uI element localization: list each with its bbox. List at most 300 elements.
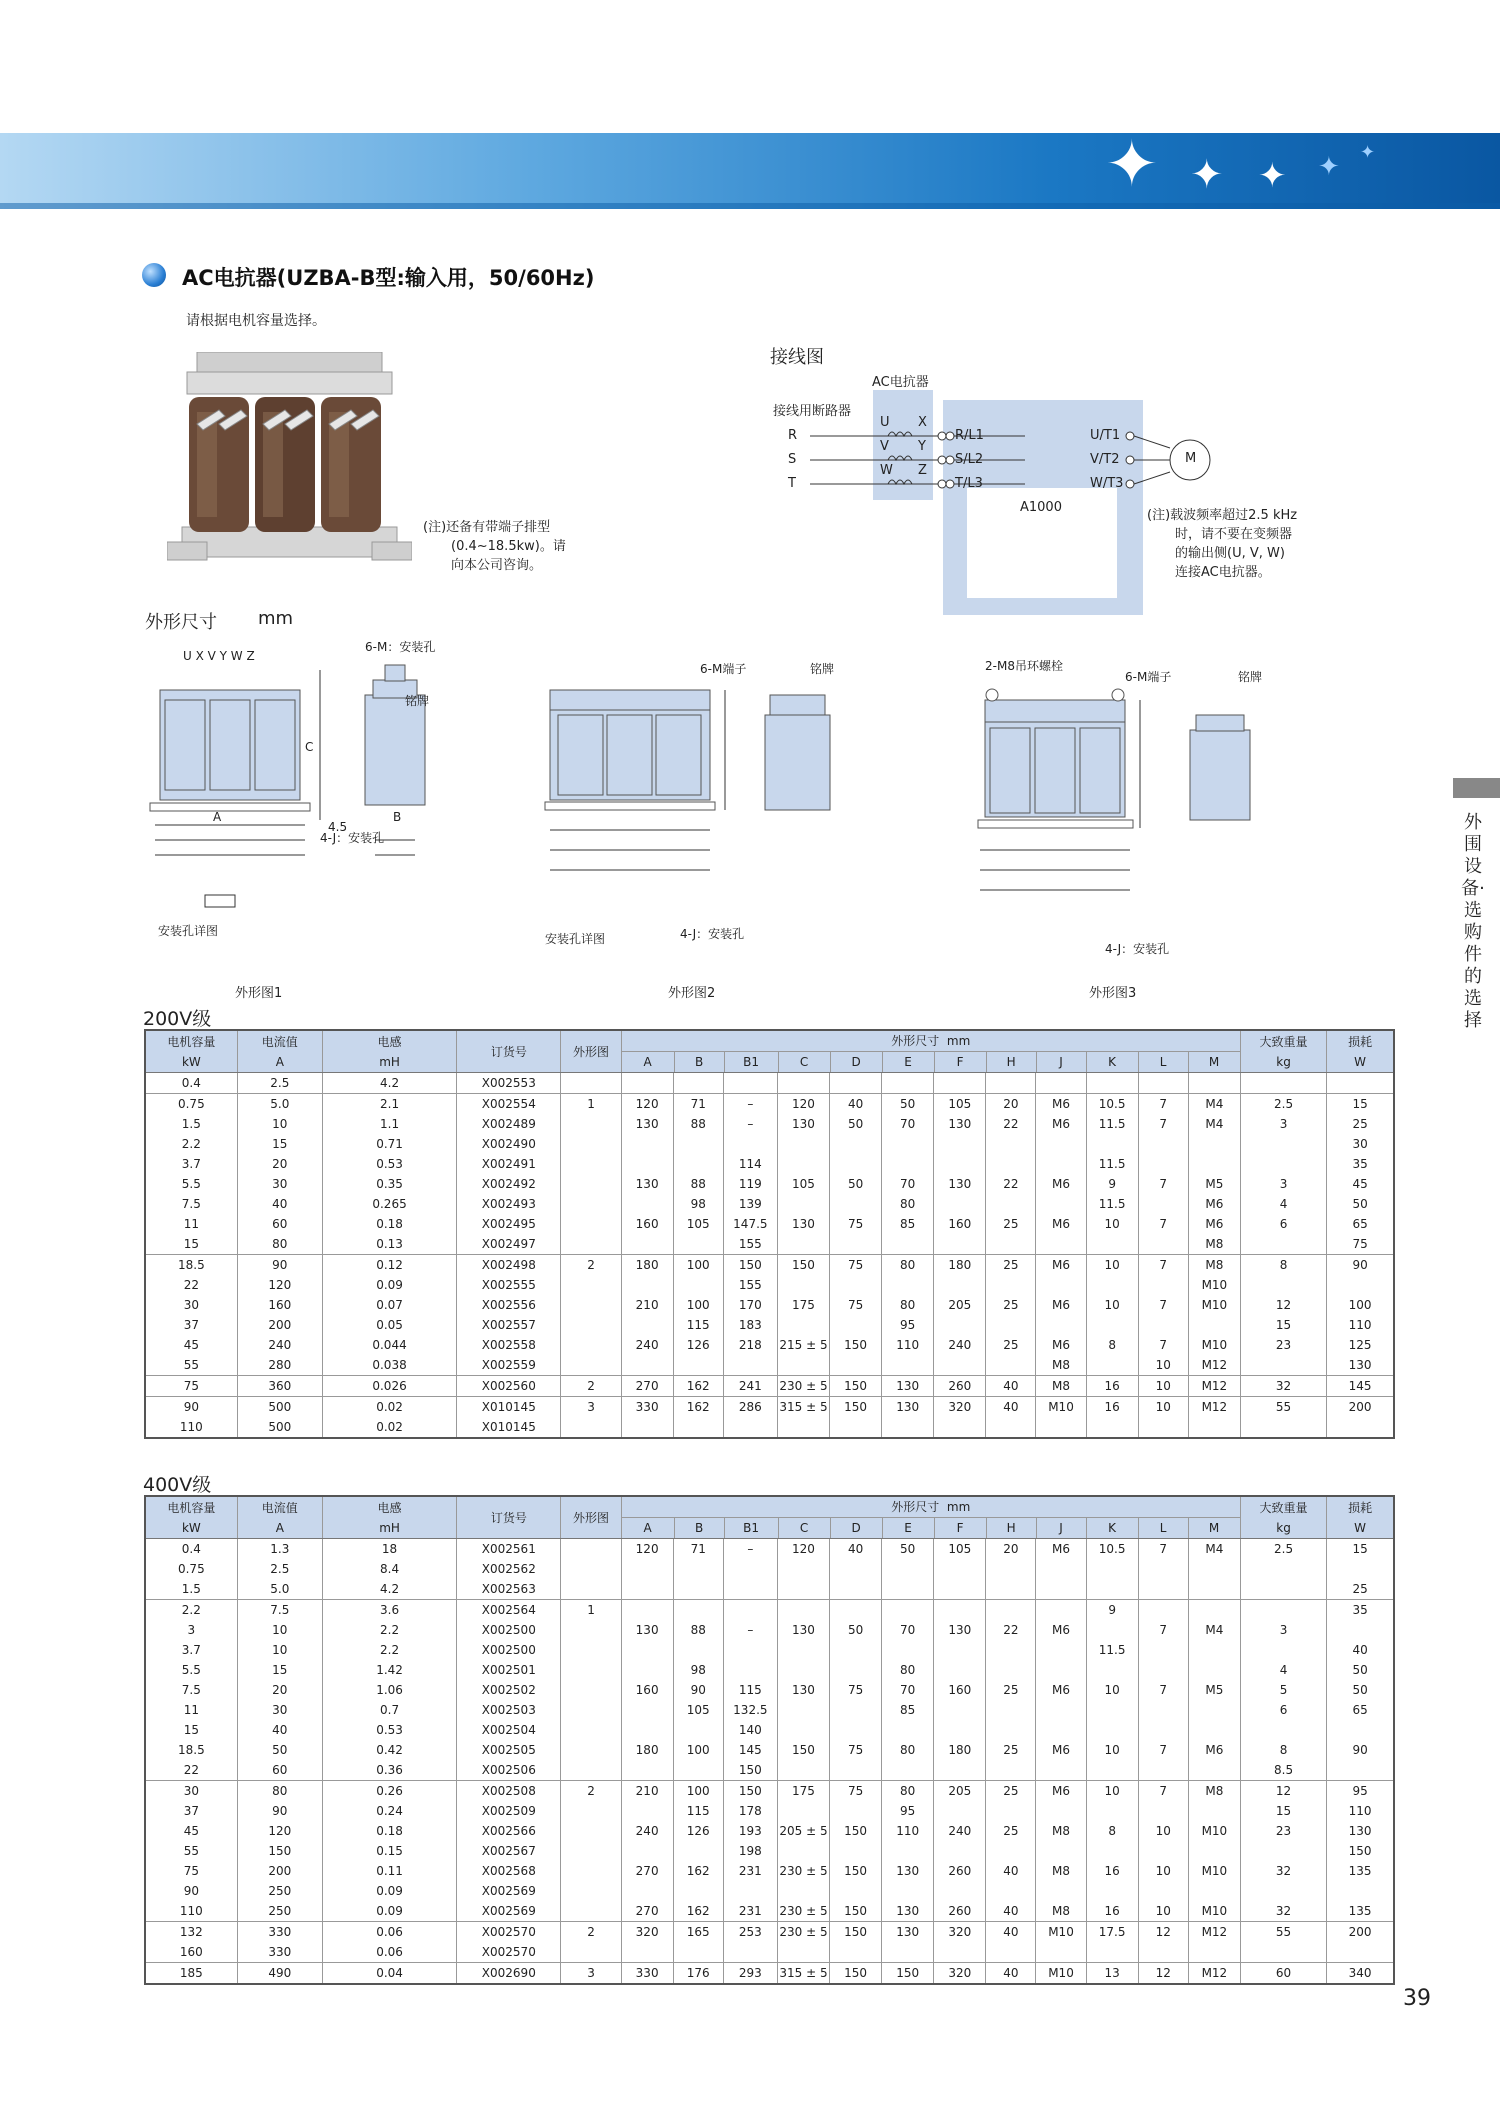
table-cell [1036,1881,1086,1901]
table-cell: 37 [183,1318,199,1332]
table-cell: 22 [183,1763,199,1777]
table-row [145,1680,1394,1700]
table-cell [561,1801,621,1821]
table-cell: M4 [1188,1620,1240,1640]
table-cell: M10 [1036,1922,1086,1943]
photo-note-line: (注)还备有带端子排型 [423,520,551,535]
table-cell: 12 [1138,1922,1188,1943]
table-cell [1138,1154,1188,1174]
table-cell: 50 [830,1174,882,1194]
table-cell [882,1154,934,1174]
table-cell: 20 [237,1680,322,1700]
table-cell: 240 [934,1821,986,1841]
table-cell: M6 [1036,1295,1086,1315]
table-cell [561,1760,621,1781]
table-cell: 240 [621,1335,673,1355]
table-cell [1138,1559,1188,1579]
reactor-photo [167,352,412,562]
table-cell: 88 [673,1114,723,1134]
table-cell [621,1841,673,1861]
table-cell [882,1559,934,1579]
table-cell: 110 [1327,1315,1394,1335]
fig1-dim-a: A [213,810,222,824]
table-cell [1138,1194,1188,1214]
table-cell: 0.11 [322,1861,456,1881]
table-cell: 315 ± 5 [777,1963,829,1985]
table-cell: 12 [1240,1295,1326,1315]
table-cell [561,1821,621,1841]
table-cell: 240 [621,1821,673,1841]
table-cell [830,1700,882,1720]
table-cell: 200 [237,1315,322,1335]
table-cell: 25 [986,1214,1036,1234]
table-cell [777,1640,829,1660]
table-cell: 90 [183,1884,199,1898]
table-cell: 8 [1086,1821,1138,1841]
table-cell [673,1841,723,1861]
table-cell: 218 [723,1335,777,1355]
table-cell [1086,1234,1138,1255]
table-cell [561,1134,621,1154]
table-cell: 55 [1240,1922,1326,1943]
table-cell: 15 [1327,1539,1394,1560]
table-cell: 130 [621,1114,673,1134]
table-cell: 18 [322,1539,456,1560]
table-cell [561,1539,621,1560]
table-cell: X002490 [457,1134,561,1154]
table-cell: 80 [882,1295,934,1315]
table-cell [723,1942,777,1963]
table-cell: 140 [723,1720,777,1740]
table-cell [1138,1275,1188,1295]
table-cell [1327,1620,1394,1640]
table-cell: X002566 [457,1821,561,1841]
table-cell [1036,1660,1086,1680]
table-cell: 210 [621,1295,673,1315]
table-cell: 150 [830,1397,882,1418]
table-cell: 0.026 [322,1376,456,1397]
table-cell: X002561 [457,1539,561,1560]
table-cell: 3 [1240,1620,1326,1640]
table-cell [934,1700,986,1720]
table-cell: X002501 [457,1660,561,1680]
table-cell [561,1861,621,1881]
table-cell [1138,1073,1188,1094]
table-cell: 360 [237,1376,322,1397]
table-cell: M4 [1188,1539,1240,1560]
table-cell [777,1760,829,1781]
table-cell: 10 [237,1620,322,1640]
col-loss: 损耗 W [1327,1030,1394,1073]
table-cell: X002509 [457,1801,561,1821]
table-cell [723,1417,777,1438]
table-cell [986,1559,1036,1579]
table-cell [561,1740,621,1760]
table-cell: 130 [882,1861,934,1881]
table-cell [1036,1760,1086,1781]
table-cell: 23 [1240,1335,1326,1355]
table-cell: X002557 [457,1315,561,1335]
table-cell [1138,1640,1188,1660]
table-cell: 50 [882,1539,934,1560]
table-cell: 130 [1327,1355,1394,1376]
table-row [145,1600,1394,1621]
table-cell [1188,1942,1240,1963]
table-cell [1240,1134,1326,1154]
table-cell [561,1660,621,1680]
table-cell [561,1154,621,1174]
wiring-title: 接线图 [770,347,824,368]
table-cell: 3.6 [322,1600,456,1621]
table-cell: 75 [145,1376,237,1397]
outline-figure-3 [970,680,1270,960]
dim-col-header: K [1086,1517,1138,1538]
table-cell [673,1355,723,1376]
table-cell: 0.265 [322,1194,456,1214]
table-cell: 16 [1086,1861,1138,1881]
drive-out-w: W/T3 [1090,476,1124,491]
table-cell: 0.038 [322,1355,456,1376]
table-cell [1036,1154,1086,1174]
table-cell: 100 [673,1255,723,1276]
table-cell [777,1600,829,1621]
table-cell: M10 [1188,1901,1240,1922]
table-cell [934,1600,986,1621]
table-cell [561,1174,621,1194]
table-cell [882,1073,934,1094]
table-cell: 50 [830,1114,882,1134]
star-icon: ✦ [1258,156,1287,196]
table-cell: 0.09 [322,1901,456,1922]
table-cell [1138,1417,1188,1438]
table-cell: 230 ± 5 [777,1861,829,1881]
table-cell: 130 [621,1174,673,1194]
table-cell: X002570 [457,1942,561,1963]
table-cell: 0.4 [181,1542,201,1556]
wiring-note-line: 连接AC电抗器。 [1175,565,1271,580]
table-cell [1036,1194,1086,1214]
table-cell: 7 [1138,1094,1188,1115]
table-cell: 7 [1138,1174,1188,1194]
col-weight: 大致重量 kg [1240,1030,1326,1073]
table-cell [934,1073,986,1094]
star-icon: ✦ [1360,142,1376,163]
table-cell: 0.09 [322,1881,456,1901]
table-cell: 2 [561,1781,621,1802]
table-cell: 7 [1138,1114,1188,1134]
table-cell [621,1881,673,1901]
table-cell [934,1579,986,1600]
table-cell: 3.7 [181,1643,201,1657]
table-cell: 12 [1240,1781,1326,1802]
col-current: 电流值 A [237,1496,322,1539]
table-cell [830,1942,882,1963]
figure-2-caption: 外形图2 [668,986,716,1001]
table-cell: 18.5 [145,1255,237,1276]
table-cell [934,1881,986,1901]
table-cell [723,1073,777,1094]
table-cell: 330 [237,1922,322,1943]
table-cell [882,1417,934,1438]
table-cell [1138,1942,1188,1963]
table-cell: M6 [1188,1740,1240,1760]
table-cell: X002555 [457,1275,561,1295]
table-cell: 60 [1240,1963,1326,1985]
table-cell [777,1194,829,1214]
table-cell: 150 [830,1901,882,1922]
table-cell [1086,1355,1138,1376]
table-cell: 11 [183,1217,199,1231]
table-cell [1036,1600,1086,1621]
table-cell [1188,1315,1240,1335]
table-cell: 55 [183,1844,199,1858]
table-row [145,1094,1394,1115]
table-cell [621,1073,673,1094]
table-cell [1138,1134,1188,1154]
table-cell: 215 ± 5 [777,1335,829,1355]
table-cell: 200 [1327,1922,1394,1943]
table-200-title: 200V级 [143,1008,212,1030]
col-order-no: 订货号 [457,1030,561,1073]
table-cell: 10 [1138,1901,1188,1922]
table-cell: M12 [1188,1963,1240,1985]
table-cell [882,1134,934,1154]
table-cell: – [723,1539,777,1560]
table-cell [1086,1720,1138,1740]
table-cell: 75 [830,1295,882,1315]
table-cell [621,1154,673,1174]
table-cell: 205 [934,1781,986,1802]
table-cell [673,1640,723,1660]
table-cell: X002556 [457,1295,561,1315]
table-cell: 3 [1240,1114,1326,1134]
table-cell: 30 [1327,1134,1394,1154]
table-cell [777,1942,829,1963]
table-cell [1240,1600,1326,1621]
table-cell: 45 [183,1338,199,1352]
table-cell: 231 [723,1901,777,1922]
table-cell: 40 [830,1094,882,1115]
table-cell: 135 [1327,1901,1394,1922]
table-cell [882,1640,934,1660]
table-cell [777,1801,829,1821]
wiring-note-line: (注)载波频率超过2.5 kHz [1147,508,1298,523]
table-cell [673,1559,723,1579]
dim-col-header: A [622,1051,674,1072]
table-cell: M6 [1036,1255,1086,1276]
table-cell [1086,1760,1138,1781]
table-cell: 340 [1327,1963,1394,1985]
table-row [145,1760,1394,1781]
table-cell: 85 [882,1700,934,1720]
table-cell: M12 [1188,1397,1240,1418]
table-cell [621,1801,673,1821]
table-cell [561,1275,621,1295]
drive-in-s: S/L2 [955,452,984,467]
table-cell: 200 [237,1861,322,1881]
table-cell: 150 [830,1335,882,1355]
table-cell: 70 [882,1114,934,1134]
table-cell: 0.04 [322,1963,456,1985]
table-cell: 130 [777,1114,829,1134]
table-cell [621,1315,673,1335]
dim-col-header: K [1086,1051,1138,1072]
table-cell: X002558 [457,1335,561,1355]
table-cell: 231 [723,1861,777,1881]
table-cell [1036,1559,1086,1579]
table-cell: 260 [934,1861,986,1881]
table-cell: 65 [1327,1700,1394,1720]
table-cell: 10.5 [1086,1539,1138,1560]
table-cell: M6 [1036,1620,1086,1640]
table-cell: 0.7 [322,1700,456,1720]
table-cell: 7 [1138,1539,1188,1560]
table-cell: 7 [1138,1680,1188,1700]
table-cell [882,1355,934,1376]
table-cell: 139 [723,1194,777,1214]
table-cell: 80 [237,1781,322,1802]
table-cell: 17.5 [1086,1922,1138,1943]
table-cell: X002562 [457,1559,561,1579]
table-cell [1240,1579,1326,1600]
table-cell: 15 [237,1660,322,1680]
table-cell: X002569 [457,1901,561,1922]
table-cell: 25 [986,1821,1036,1841]
dim-col-header: C [778,1051,830,1072]
table-cell: 80 [237,1234,322,1255]
table-cell: 180 [621,1740,673,1760]
table-cell: M6 [1036,1214,1086,1234]
table-cell: 8 [1240,1740,1326,1760]
table-cell: 20 [986,1539,1036,1560]
table-row [145,1214,1394,1234]
table-cell: 25 [986,1781,1036,1802]
table-cell: 230 ± 5 [777,1901,829,1922]
table-cell: 10 [1086,1680,1138,1700]
table-cell [621,1275,673,1295]
spec-table-200v [144,1029,1395,1439]
table-cell: 110 [179,1904,203,1918]
table-cell: 130 [777,1620,829,1640]
table-cell: 130 [882,1901,934,1922]
table-cell: M6 [1036,1680,1086,1700]
table-cell [777,1417,829,1438]
table-cell: 105 [934,1094,986,1115]
table-cell: 162 [673,1901,723,1922]
dim-col-header: F [934,1051,986,1072]
table-cell [1240,1154,1326,1174]
table-cell: 65 [1327,1214,1394,1234]
table-cell: 75 [830,1680,882,1700]
drive-in-r: R/L1 [955,428,984,443]
table-cell [934,1355,986,1376]
table-cell: 5.5 [181,1177,201,1191]
table-cell: 80 [882,1660,934,1680]
table-cell: 110 [882,1335,934,1355]
table-cell: 8.5 [1240,1760,1326,1781]
table-cell [621,1355,673,1376]
table-cell: 0.42 [322,1740,456,1760]
table-cell: M8 [1036,1821,1086,1841]
table-cell: 50 [1327,1660,1394,1680]
table-cell: 150 [830,1922,882,1943]
fig3-terminal: 6-M端子 [1125,670,1172,684]
table-200-body [145,1073,1394,1439]
table-cell: 120 [237,1821,322,1841]
table-cell: 120 [621,1539,673,1560]
table-row [145,1355,1394,1376]
fig3-nameplate: 铭牌 [1238,670,1263,684]
table-cell: – [723,1620,777,1640]
table-cell: 132 [145,1922,237,1943]
table-cell: X002570 [457,1922,561,1943]
table-cell [561,1700,621,1720]
table-cell [561,1315,621,1335]
table-cell [830,1841,882,1861]
photo-note [423,518,566,575]
table-cell: 150 [830,1376,882,1397]
table-cell: X002500 [457,1640,561,1660]
table-cell: 95 [1327,1781,1394,1802]
table-row [145,1134,1394,1154]
table-cell: 260 [934,1901,986,1922]
table-cell [673,1234,723,1255]
table-cell: 130 [882,1397,934,1418]
table-cell: 115 [673,1801,723,1821]
table-cell [1086,1942,1138,1963]
table-cell: 130 [1327,1821,1394,1841]
table-cell [561,1680,621,1700]
table-cell: X002560 [457,1376,561,1397]
table-row [145,1397,1394,1418]
table-cell: 40 [1327,1640,1394,1660]
table-cell: 75 [830,1214,882,1234]
table-cell [1036,1275,1086,1295]
table-cell: 100 [1327,1295,1394,1315]
table-cell: M8 [1036,1376,1086,1397]
table-cell: X002502 [457,1680,561,1700]
table-cell [777,1720,829,1740]
table-cell: 50 [1327,1680,1394,1700]
table-cell: 2.5 [1240,1539,1326,1560]
table-cell [1138,1579,1188,1600]
table-cell: M10 [1188,1275,1240,1295]
table-cell: 5.0 [237,1094,322,1115]
table-cell: 180 [934,1255,986,1276]
table-cell [986,1841,1036,1861]
table-cell: X002564 [457,1600,561,1621]
coil-v: V [880,439,889,454]
table-cell [777,1881,829,1901]
table-cell: 0.75 [177,1562,205,1576]
table-cell [723,1640,777,1660]
table-cell: 150 [777,1740,829,1760]
table-cell: 1 [561,1094,621,1115]
table-cell [777,1315,829,1335]
table-cell: 95 [882,1315,934,1335]
table-cell [830,1315,882,1335]
table-row [145,1922,1394,1943]
table-cell [830,1881,882,1901]
table-row [145,1275,1394,1295]
table-cell [777,1579,829,1600]
table-400-title: 400V级 [143,1474,212,1496]
table-cell [1240,1720,1326,1740]
table-cell: 253 [723,1922,777,1943]
table-cell: 126 [673,1821,723,1841]
table-cell [1188,1559,1240,1579]
table-cell [1138,1720,1188,1740]
